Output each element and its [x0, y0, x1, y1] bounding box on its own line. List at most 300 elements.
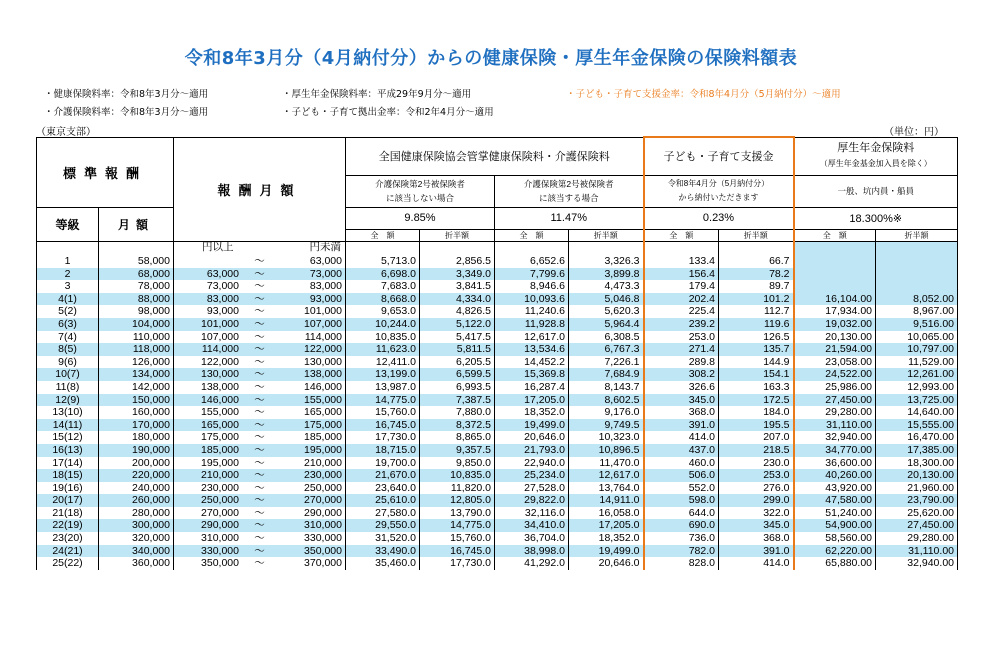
range-tilde: ～: [254, 406, 265, 419]
header-child-sub: 令和8年4月分（5月納付分） から納付いただきます: [644, 175, 794, 207]
pension-half-cell: 10,797.00: [876, 343, 958, 356]
pension-half-cell: 31,110.00: [876, 545, 958, 558]
grade-cell: 6(3): [37, 318, 99, 331]
table-row: [37, 469, 958, 482]
child-full-cell: 326.6: [644, 381, 719, 394]
col-health-half: 折半額: [420, 229, 495, 241]
child-full-cell: 828.0: [644, 557, 719, 570]
grade-cell: 15(12): [37, 431, 99, 444]
pension-half-cell: [876, 280, 958, 293]
child-full-cell: 202.4: [644, 293, 719, 306]
grade-cell: 20(17): [37, 494, 99, 507]
monthly-cell: 360,000: [99, 557, 174, 570]
pension-half-cell: 12,993.00: [876, 381, 958, 394]
child-half-cell: 207.0: [719, 431, 794, 444]
monthly-cell: 300,000: [99, 519, 174, 532]
child-half-cell: 144.9: [719, 356, 794, 369]
range-cell: [174, 255, 346, 268]
care-full-cell: 41,292.0: [495, 557, 569, 570]
range-tilde: ～: [254, 557, 265, 570]
grade-cell: 25(22): [37, 557, 99, 570]
child-half-cell: 368.0: [719, 532, 794, 545]
range-tilde: ～: [254, 519, 265, 532]
care-half-cell: 4,473.3: [569, 280, 644, 293]
child-full-cell: 308.2: [644, 368, 719, 381]
range-lower: 93,000: [206, 305, 239, 318]
health-half-cell: 17,730.0: [420, 557, 495, 570]
header-remuneration-range: 報酬月額: [174, 137, 346, 241]
pension-half-cell: 17,385.00: [876, 444, 958, 457]
range-lower: 130,000: [201, 368, 239, 381]
range-lower: 290,000: [201, 519, 239, 532]
monthly-cell: 118,000: [99, 343, 174, 356]
health-full-cell: 13,987.0: [346, 381, 420, 394]
pension-half-cell: [876, 255, 958, 268]
health-half-cell: 13,790.0: [420, 507, 495, 520]
range-tilde: ～: [254, 255, 265, 267]
care-half-cell: 13,764.0: [569, 482, 644, 495]
grade-cell: 12(9): [37, 394, 99, 407]
note-care-rate: ・介護保険料率：令和8年3月分～適用: [44, 107, 209, 118]
pension-half-cell: 11,529.00: [876, 356, 958, 369]
health-half-cell: 5,417.5: [420, 331, 495, 344]
child-full-cell: 225.4: [644, 305, 719, 318]
table-row: [37, 268, 958, 281]
monthly-cell: 150,000: [99, 394, 174, 407]
health-full-cell: 27,580.0: [346, 507, 420, 520]
pension-full-cell: 51,240.00: [794, 507, 876, 520]
care-full-cell: 11,240.6: [495, 305, 569, 318]
range-lower: 210,000: [201, 469, 239, 482]
table-row: [37, 255, 958, 268]
range-upper: 101,000: [304, 305, 342, 318]
range-lower: 350,000: [201, 557, 239, 570]
range-cell: [174, 431, 346, 444]
child-full-cell: 644.0: [644, 507, 719, 520]
upper-unit-label: 円未満: [309, 241, 341, 253]
pension-full-cell: 19,032.00: [794, 318, 876, 331]
range-cell: [174, 482, 346, 495]
grade-cell: 22(19): [37, 519, 99, 532]
range-tilde: ～: [254, 343, 265, 356]
pension-half-cell: 13,725.00: [876, 394, 958, 407]
range-cell: [174, 507, 346, 520]
range-tilde: ～: [254, 380, 265, 393]
care-full-cell: 21,793.0: [495, 444, 569, 457]
col-pension-half: 折半額: [876, 229, 958, 241]
health-half-cell: 5,811.5: [420, 343, 495, 356]
col-care-half: 折半額: [569, 229, 644, 241]
rate-care: 11.47%: [495, 207, 644, 229]
range-cell: [174, 444, 346, 457]
child-full-cell: 156.4: [644, 268, 719, 281]
care-half-cell: 18,352.0: [569, 532, 644, 545]
note-health-rate: ・健康保険料率：令和8年3月分～適用: [44, 89, 209, 100]
range-unit-labels: [174, 241, 346, 255]
monthly-cell: 180,000: [99, 431, 174, 444]
health-half-cell: 8,372.5: [420, 419, 495, 432]
note-pension-rate: ・厚生年金保険料率：平成29年9月分～適用: [282, 89, 472, 100]
range-cell: [174, 545, 346, 558]
range-tilde: ～: [254, 305, 265, 318]
care-full-cell: 13,534.6: [495, 343, 569, 356]
health-full-cell: 12,411.0: [346, 356, 420, 369]
pension-full-cell: 29,280.00: [794, 406, 876, 419]
grade-cell: 10(7): [37, 368, 99, 381]
range-cell: [174, 469, 346, 482]
pension-full-cell: 32,940.00: [794, 431, 876, 444]
range-upper: 138,000: [304, 368, 342, 381]
table-row: [37, 419, 958, 432]
table-row: [37, 293, 958, 306]
care-full-cell: 36,704.0: [495, 532, 569, 545]
pension-half-cell: 14,640.00: [876, 406, 958, 419]
pension-half-cell: 10,065.00: [876, 331, 958, 344]
pension-full-cell: 58,560.00: [794, 532, 876, 545]
child-full-cell: 690.0: [644, 519, 719, 532]
range-lower: 122,000: [201, 355, 239, 368]
child-half-cell: 78.2: [719, 268, 794, 281]
pension-half-cell: 20,130.00: [876, 469, 958, 482]
table-row: [37, 305, 958, 318]
premium-table: [36, 136, 958, 570]
table-row: [37, 368, 958, 381]
monthly-cell: 200,000: [99, 457, 174, 470]
child-half-cell: 253.0: [719, 469, 794, 482]
grade-cell: 11(8): [37, 381, 99, 394]
pension-full-cell: 34,770.00: [794, 444, 876, 457]
grade-cell: 24(21): [37, 545, 99, 558]
care-half-cell: 9,749.5: [569, 419, 644, 432]
header-pension: [794, 137, 958, 175]
monthly-cell: 160,000: [99, 406, 174, 419]
range-tilde: ～: [254, 292, 265, 305]
health-half-cell: 6,205.5: [420, 356, 495, 369]
range-cell: [174, 494, 346, 507]
range-upper: 93,000: [309, 292, 342, 305]
health-half-cell: 6,599.5: [420, 368, 495, 381]
monthly-cell: 104,000: [99, 318, 174, 331]
child-half-cell: 414.0: [719, 557, 794, 570]
monthly-cell: 68,000: [99, 268, 174, 281]
range-upper: 370,000: [304, 557, 342, 570]
range-lower: 101,000: [201, 317, 239, 330]
care-full-cell: 17,205.0: [495, 394, 569, 407]
pension-full-cell: [794, 280, 876, 293]
child-full-cell: 460.0: [644, 457, 719, 470]
range-tilde: ～: [254, 355, 265, 368]
range-upper: 165,000: [304, 406, 342, 419]
table-row: [37, 519, 958, 532]
health-half-cell: 4,334.0: [420, 293, 495, 306]
care-full-cell: 25,234.0: [495, 469, 569, 482]
child-full-cell: 133.4: [644, 255, 719, 268]
health-full-cell: 18,715.0: [346, 444, 420, 457]
care-full-cell: 10,093.6: [495, 293, 569, 306]
grade-cell: 2: [37, 268, 99, 281]
unit-label: （単位：円）: [884, 127, 944, 138]
range-tilde: ～: [254, 443, 265, 456]
pension-full-cell: 43,920.00: [794, 482, 876, 495]
health-full-cell: 6,698.0: [346, 268, 420, 281]
care-full-cell: 38,998.0: [495, 545, 569, 558]
rate-child: 0.23%: [644, 207, 794, 229]
range-upper: 83,000: [309, 280, 342, 293]
lower-unit-label: 円以上: [202, 241, 234, 253]
health-full-cell: 11,623.0: [346, 343, 420, 356]
range-cell: [174, 457, 346, 470]
pension-half-cell: 21,960.00: [876, 482, 958, 495]
pension-full-cell: [794, 255, 876, 268]
monthly-cell: 260,000: [99, 494, 174, 507]
table-row: [37, 343, 958, 356]
child-full-cell: 239.2: [644, 318, 719, 331]
care-full-cell: 6,652.6: [495, 255, 569, 268]
care-full-cell: 16,287.4: [495, 381, 569, 394]
care-half-cell: 7,684.9: [569, 368, 644, 381]
care-full-cell: 20,646.0: [495, 431, 569, 444]
pension-half-cell: 18,300.00: [876, 457, 958, 470]
care-half-cell: 17,205.0: [569, 519, 644, 532]
table-row: [37, 331, 958, 344]
pension-half-cell: 9,516.00: [876, 318, 958, 331]
health-half-cell: 3,841.5: [420, 280, 495, 293]
range-tilde: ～: [254, 267, 265, 280]
health-half-cell: 10,835.0: [420, 469, 495, 482]
pension-half-cell: [876, 268, 958, 281]
child-full-cell: 437.0: [644, 444, 719, 457]
grade-cell: 4(1): [37, 293, 99, 306]
child-full-cell: 289.8: [644, 356, 719, 369]
range-tilde: ～: [254, 317, 265, 330]
range-lower: 73,000: [206, 280, 239, 293]
range-cell: [174, 419, 346, 432]
range-lower: 270,000: [201, 506, 239, 519]
health-full-cell: 23,640.0: [346, 482, 420, 495]
grade-cell: 5(2): [37, 305, 99, 318]
range-upper: 185,000: [304, 431, 342, 444]
range-cell: [174, 318, 346, 331]
range-lower: 63,000: [206, 267, 239, 280]
pension-half-cell: 29,280.00: [876, 532, 958, 545]
pension-half-cell: 12,261.00: [876, 368, 958, 381]
range-lower: 146,000: [201, 393, 239, 406]
health-half-cell: 2,856.5: [420, 255, 495, 268]
range-lower: 83,000: [206, 292, 239, 305]
child-full-cell: 253.0: [644, 331, 719, 344]
monthly-cell: 126,000: [99, 356, 174, 369]
range-upper: 175,000: [304, 418, 342, 431]
health-full-cell: 7,683.0: [346, 280, 420, 293]
pension-full-cell: 24,522.00: [794, 368, 876, 381]
range-upper: 130,000: [304, 355, 342, 368]
grade-cell: 13(10): [37, 406, 99, 419]
care-half-cell: 12,617.0: [569, 469, 644, 482]
pension-full-cell: [794, 268, 876, 281]
range-upper: 350,000: [304, 544, 342, 557]
care-half-cell: 5,620.3: [569, 305, 644, 318]
care-full-cell: 12,617.0: [495, 331, 569, 344]
range-tilde: ～: [254, 330, 265, 343]
range-cell: [174, 557, 346, 570]
range-cell: [174, 331, 346, 344]
header-child-support: 子ども・子育て支援金: [644, 137, 794, 175]
range-lower: 138,000: [201, 380, 239, 393]
child-full-cell: 782.0: [644, 545, 719, 558]
monthly-cell: 220,000: [99, 469, 174, 482]
table-row: [37, 431, 958, 444]
health-full-cell: 8,668.0: [346, 293, 420, 306]
pension-full-cell: 17,934.00: [794, 305, 876, 318]
range-cell: [174, 381, 346, 394]
table-row: [37, 545, 958, 558]
grade-cell: 7(4): [37, 331, 99, 344]
range-lower: 250,000: [201, 494, 239, 507]
child-half-cell: 154.1: [719, 368, 794, 381]
health-half-cell: 7,880.0: [420, 406, 495, 419]
grade-cell: 16(13): [37, 444, 99, 457]
health-half-cell: 6,993.5: [420, 381, 495, 394]
range-upper: 114,000: [304, 330, 342, 343]
health-full-cell: 29,550.0: [346, 519, 420, 532]
care-half-cell: 11,470.0: [569, 457, 644, 470]
monthly-cell: 88,000: [99, 293, 174, 306]
monthly-cell: 240,000: [99, 482, 174, 495]
pension-full-cell: 31,110.00: [794, 419, 876, 432]
child-half-cell: 184.0: [719, 406, 794, 419]
health-full-cell: 10,244.0: [346, 318, 420, 331]
child-half-cell: 391.0: [719, 545, 794, 558]
monthly-cell: 110,000: [99, 331, 174, 344]
range-cell: [174, 368, 346, 381]
range-tilde: ～: [254, 481, 265, 494]
care-half-cell: 9,176.0: [569, 406, 644, 419]
range-lower: 195,000: [201, 456, 239, 469]
health-half-cell: 15,760.0: [420, 532, 495, 545]
grade-cell: 23(20): [37, 532, 99, 545]
child-half-cell: 101.2: [719, 293, 794, 306]
care-half-cell: 6,767.3: [569, 343, 644, 356]
range-lower: 185,000: [201, 443, 239, 456]
grade-cell: 18(15): [37, 469, 99, 482]
health-half-cell: 16,745.0: [420, 545, 495, 558]
health-half-cell: 14,775.0: [420, 519, 495, 532]
header-standard-remuneration: 標準報酬: [37, 137, 174, 207]
pension-full-cell: 27,450.00: [794, 394, 876, 407]
table-row: [37, 318, 958, 331]
monthly-cell: 58,000: [99, 255, 174, 268]
grade-cell: 8(5): [37, 343, 99, 356]
care-full-cell: 34,410.0: [495, 519, 569, 532]
pension-full-cell: 25,986.00: [794, 381, 876, 394]
range-tilde: ～: [254, 532, 265, 545]
health-full-cell: 25,610.0: [346, 494, 420, 507]
col-pension-full: 全 額: [794, 229, 876, 241]
pension-full-cell: 40,260.00: [794, 469, 876, 482]
range-tilde: ～: [254, 469, 265, 482]
pension-half-cell: 23,790.00: [876, 494, 958, 507]
care-full-cell: 15,369.8: [495, 368, 569, 381]
pension-half-cell: 8,967.00: [876, 305, 958, 318]
range-upper: 310,000: [304, 519, 342, 532]
child-half-cell: 135.7: [719, 343, 794, 356]
range-tilde: ～: [254, 456, 265, 469]
health-full-cell: 35,460.0: [346, 557, 420, 570]
monthly-cell: 98,000: [99, 305, 174, 318]
range-tilde: ～: [254, 280, 265, 293]
range-cell: [174, 394, 346, 407]
header-pension-title: 厚生年金保険料: [837, 142, 915, 154]
health-half-cell: 5,122.0: [420, 318, 495, 331]
child-half-cell: 112.7: [719, 305, 794, 318]
health-half-cell: 7,387.5: [420, 394, 495, 407]
monthly-cell: 78,000: [99, 280, 174, 293]
range-upper: 107,000: [304, 317, 342, 330]
range-cell: [174, 406, 346, 419]
pension-half-cell: 25,620.00: [876, 507, 958, 520]
range-lower: [177, 255, 239, 268]
pension-half-cell: 16,470.00: [876, 431, 958, 444]
monthly-cell: 170,000: [99, 419, 174, 432]
care-half-cell: 20,646.0: [569, 557, 644, 570]
care-full-cell: 19,499.0: [495, 419, 569, 432]
care-full-cell: 7,799.6: [495, 268, 569, 281]
care-half-cell: 10,323.0: [569, 431, 644, 444]
care-half-cell: 6,308.5: [569, 331, 644, 344]
health-half-cell: 3,349.0: [420, 268, 495, 281]
health-full-cell: 33,490.0: [346, 545, 420, 558]
child-half-cell: 172.5: [719, 394, 794, 407]
health-half-cell: 11,820.0: [420, 482, 495, 495]
health-full-cell: 14,775.0: [346, 394, 420, 407]
range-upper: 155,000: [304, 393, 342, 406]
range-upper: 122,000: [304, 343, 342, 356]
pension-full-cell: 62,220.00: [794, 545, 876, 558]
header-not-care: 介護保険第2号被保険者 に該当しない場合: [346, 175, 495, 207]
pension-half-cell: 15,555.00: [876, 419, 958, 432]
child-full-cell: 506.0: [644, 469, 719, 482]
note-child-support-rate: ・子ども・子育て支援金率：令和8年4月分（5月納付分）～適用: [566, 89, 841, 100]
range-upper: 330,000: [304, 532, 342, 545]
range-upper: 270,000: [304, 494, 342, 507]
table-row: [37, 406, 958, 419]
range-tilde: ～: [254, 368, 265, 381]
range-cell: [174, 280, 346, 293]
table-row: [37, 532, 958, 545]
table-row: [37, 356, 958, 369]
child-half-cell: 322.0: [719, 507, 794, 520]
pension-full-cell: 20,130.00: [794, 331, 876, 344]
monthly-cell: 340,000: [99, 545, 174, 558]
pension-full-cell: 47,580.00: [794, 494, 876, 507]
monthly-cell: 320,000: [99, 532, 174, 545]
care-half-cell: 3,899.8: [569, 268, 644, 281]
table-row: [37, 394, 958, 407]
child-full-cell: 179.4: [644, 280, 719, 293]
health-half-cell: 12,805.0: [420, 494, 495, 507]
grade-cell: 9(6): [37, 356, 99, 369]
health-half-cell: 9,357.5: [420, 444, 495, 457]
header-care: 介護保険第2号被保険者 に該当する場合: [495, 175, 644, 207]
range-cell: [174, 519, 346, 532]
child-half-cell: 119.6: [719, 318, 794, 331]
pension-full-cell: 36,600.00: [794, 457, 876, 470]
care-full-cell: 8,946.6: [495, 280, 569, 293]
table-row: [37, 444, 958, 457]
child-half-cell: 195.5: [719, 419, 794, 432]
table-row: [37, 381, 958, 394]
grade-cell: 14(11): [37, 419, 99, 432]
